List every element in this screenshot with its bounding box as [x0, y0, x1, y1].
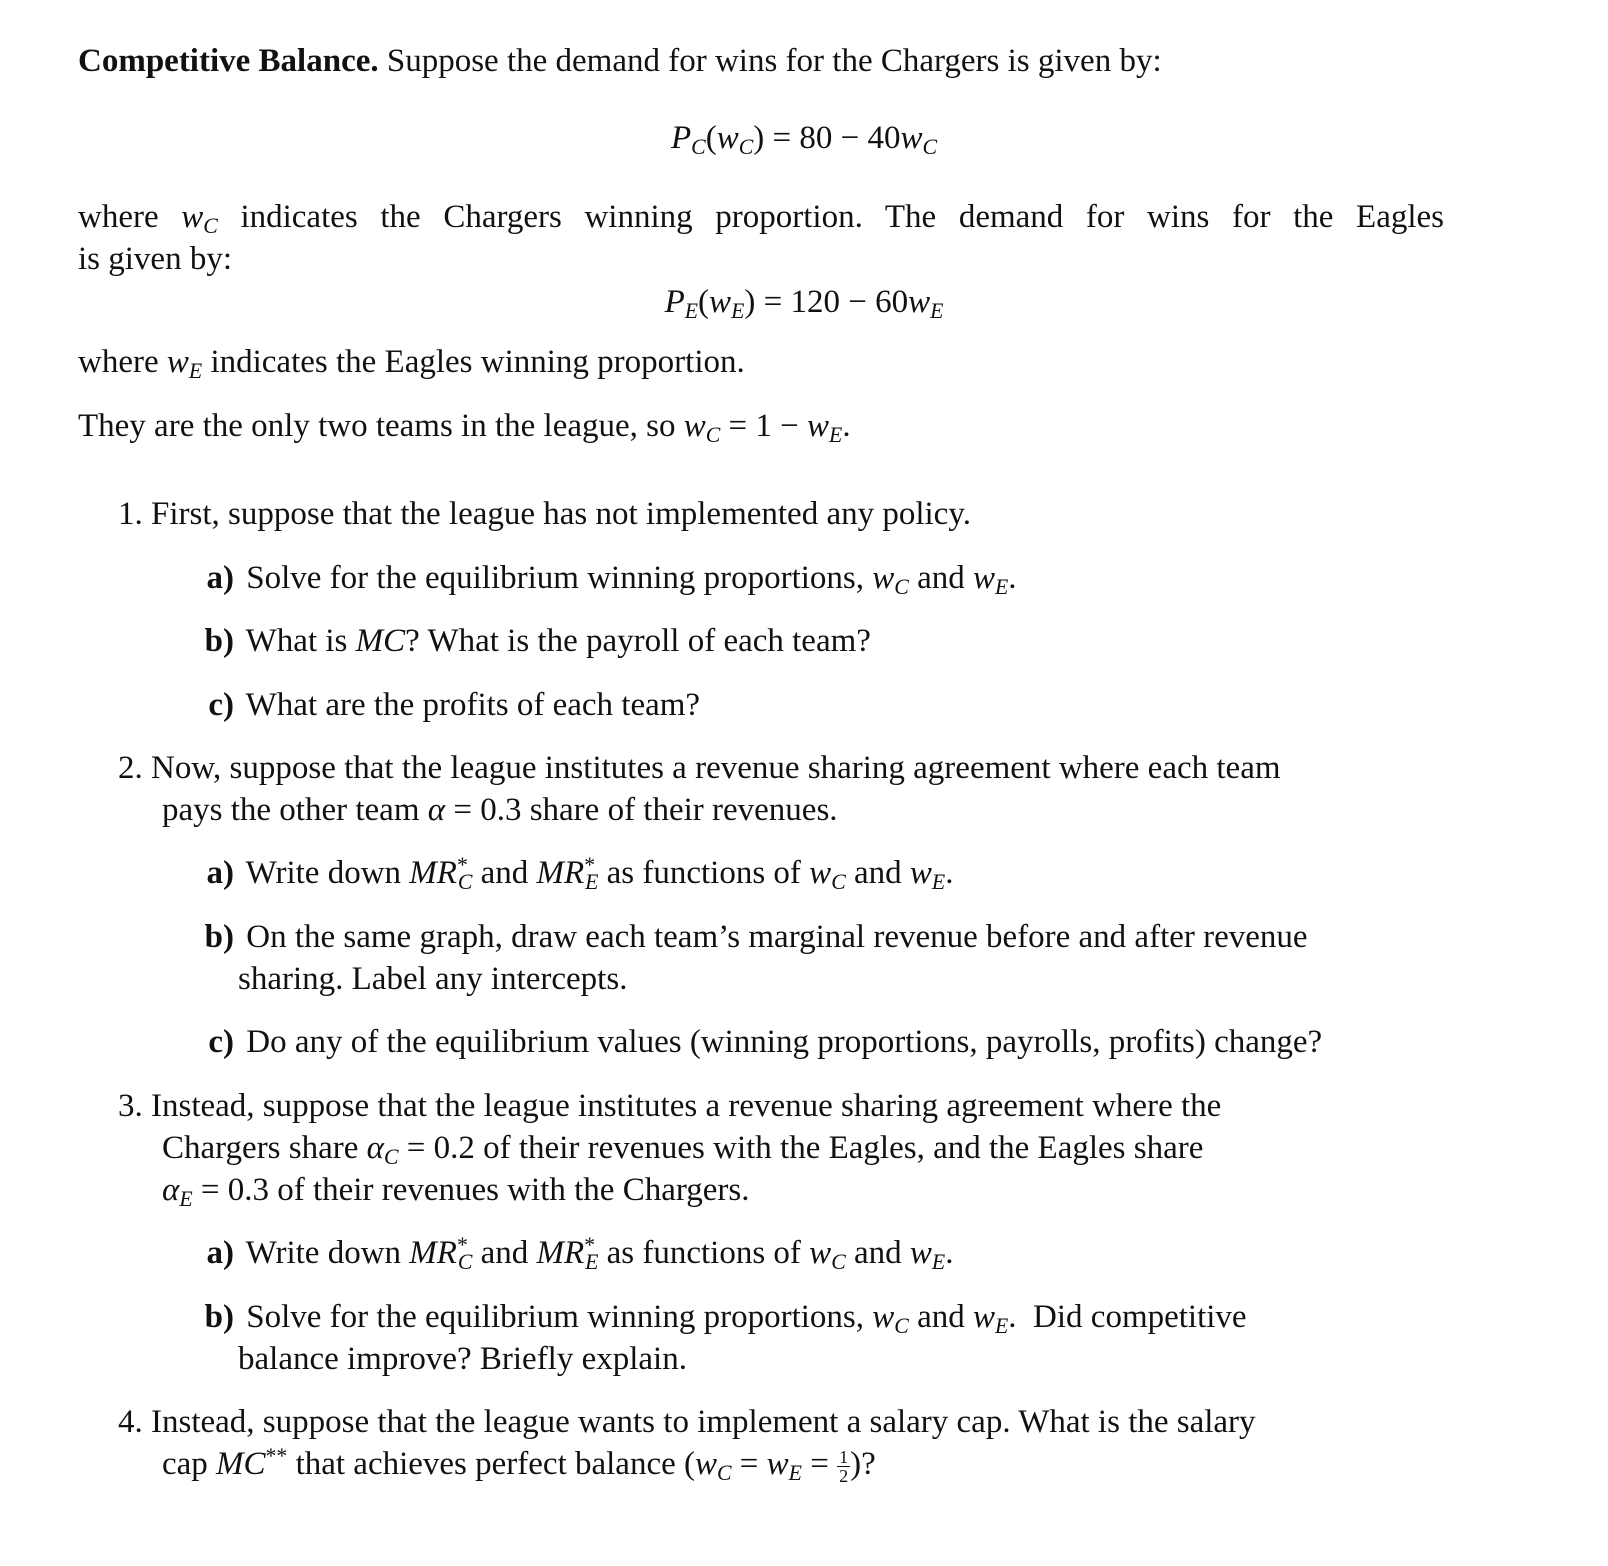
- question-text: pays the other team: [162, 792, 420, 828]
- question-text: Instead, suppose that the league wants to implement a salary cap. What is the salary: [151, 1404, 1256, 1440]
- text: indicates the Eagles winning proportion.: [210, 344, 745, 380]
- eq-subscript: E: [684, 299, 699, 324]
- text: and: [853, 855, 902, 891]
- subquestion-text: sharing. Label any intercepts.: [238, 961, 628, 997]
- eq-coefficient: 60: [875, 284, 909, 320]
- eq-subscript: C: [705, 423, 721, 448]
- question-3a: a) Write down $MR^*_C$ and $MR^*_E$ as functions of $w_C$ and $w_E$.: [180, 1232, 953, 1274]
- subquestion-label: a): [206, 855, 234, 891]
- subquestion-label: a): [206, 1235, 234, 1271]
- question-3b-line-2: [238, 1338, 687, 1380]
- eq-subscript: C: [457, 870, 473, 895]
- question-text: Instead, suppose that the league institutes a revenue sharing agreement where the: [151, 1088, 1222, 1124]
- eq-symbol: α: [427, 792, 446, 828]
- question-2-line-2: [162, 789, 838, 831]
- eq-subscript: E: [585, 1250, 599, 1275]
- text: as functions of: [606, 855, 801, 891]
- question-4-line-2: [162, 1443, 876, 1485]
- eq-subscript: E: [188, 359, 203, 384]
- eq-symbol: w: [909, 1235, 932, 1271]
- eq-symbol: w: [694, 1446, 717, 1482]
- subquestion-label: b): [204, 919, 234, 955]
- subquestion-label: b): [204, 623, 234, 659]
- eq-subscript: C: [457, 1250, 473, 1275]
- subquestion-text: Write down: [245, 855, 402, 891]
- text: as functions of: [606, 1235, 801, 1271]
- eq-symbol: MR: [409, 1235, 457, 1271]
- question-number: 2.: [118, 750, 143, 786]
- eq-symbol: w: [909, 855, 932, 891]
- text: and: [480, 855, 529, 891]
- subquestion-text: balance improve? Briefly explain.: [238, 1341, 687, 1377]
- text: =: [810, 1446, 829, 1482]
- one-half-fraction: [837, 1448, 850, 1485]
- text: and: [853, 1235, 902, 1271]
- eq-subscript: C: [383, 1145, 399, 1170]
- eq-symbol: w: [908, 284, 931, 320]
- text: =: [739, 1446, 759, 1482]
- subquestion-text: On the same graph, draw each team’s marginal revenue before and after revenue: [246, 919, 1308, 955]
- subquestion-text: ? What is the payroll of each team?: [405, 623, 871, 659]
- eq-symbol: α: [162, 1172, 180, 1208]
- intro-line: [78, 40, 1162, 82]
- eq-subscript: E: [995, 575, 1009, 600]
- text: and: [917, 560, 965, 596]
- fraction-denominator: 2: [839, 1465, 849, 1486]
- eq-subscript: C: [831, 1250, 846, 1275]
- eq-symbol: w: [972, 560, 995, 596]
- eq-subscript: C: [738, 135, 754, 160]
- text: where: [78, 199, 159, 235]
- eq-coefficient: 40: [867, 120, 901, 156]
- subquestion-text: Write down: [245, 1235, 402, 1271]
- section-title: Competitive Balance.: [78, 43, 379, 79]
- eq-symbol: MC: [216, 1446, 266, 1482]
- intro-paragraph-4: [78, 405, 851, 447]
- eq-subscript: C: [894, 575, 909, 600]
- eq-superscript: **: [265, 1444, 288, 1469]
- subquestion-text: Do any of the equilibrium values (winning proportions, payrolls, profits) change?: [246, 1024, 1323, 1060]
- eq-symbol: w: [807, 408, 830, 444]
- intro-paragraph-2-line-1: [78, 196, 1444, 238]
- question-text: = 0.3 share of their revenues.: [453, 792, 838, 828]
- question-2b-line-1: [180, 916, 1308, 958]
- eq-symbol: P: [670, 120, 692, 156]
- question-text: )?: [850, 1446, 876, 1482]
- question-number: 4.: [118, 1404, 143, 1440]
- eq-subscript: E: [995, 1314, 1009, 1339]
- subquestion-text: What are the profits of each team?: [245, 687, 701, 723]
- eq-subscript: C: [691, 135, 706, 160]
- eq-symbol: w: [716, 120, 739, 156]
- eq-symbol: w: [683, 408, 706, 444]
- chargers-demand-equation: $P_C(w_C) = 80 - 40w_C$: [670, 120, 938, 160]
- subquestion-text: Solve for the equilibrium winning proportions,: [246, 1299, 865, 1335]
- eq-subscript: C: [922, 135, 938, 160]
- eq-symbol: w: [181, 199, 204, 235]
- eq-subscript: C: [717, 1461, 732, 1486]
- eagles-demand-equation: $P_E(w_E) = 120 - 60w_E$: [664, 284, 944, 324]
- question-3b-line-1: [180, 1296, 1247, 1338]
- question-1a: [180, 557, 1017, 599]
- question-text: First, suppose that the league has not implemented any policy.: [151, 496, 971, 532]
- eq-constant: 120: [790, 284, 840, 320]
- text: =: [406, 1130, 426, 1166]
- question-text: Chargers share: [162, 1130, 359, 1166]
- question-number: 1.: [118, 496, 143, 532]
- intro-paragraph-2-line-2: [78, 238, 232, 280]
- subquestion-label: c): [208, 1024, 234, 1060]
- eq-subscript: E: [931, 1250, 946, 1275]
- eq-symbol: w: [809, 855, 832, 891]
- eq-symbol: w: [766, 1446, 789, 1482]
- text: where: [78, 344, 159, 380]
- question-1b: [180, 620, 871, 662]
- question-2c: [180, 1021, 1322, 1063]
- subquestion-text: . Did competitive: [1008, 1299, 1247, 1335]
- question-3-line-1: [118, 1085, 1221, 1127]
- question-text: Now, suppose that the league institutes a revenue sharing agreement where each team: [151, 750, 1281, 786]
- fraction-numerator: 1: [839, 1446, 849, 1467]
- question-text: = 0.3 of their revenues with the Chargers.: [200, 1172, 750, 1208]
- eq-symbol: α: [366, 1130, 384, 1166]
- text: .: [842, 408, 851, 444]
- eq-symbol: MC: [355, 623, 406, 659]
- eq-subscript: E: [930, 299, 944, 324]
- eq-symbol: w: [872, 560, 895, 596]
- subquestion-label: c): [208, 687, 234, 723]
- eq-symbol: MR: [536, 1235, 585, 1271]
- question-1: [118, 493, 971, 535]
- question-number: 3.: [118, 1088, 143, 1124]
- eq-symbol: w: [900, 120, 923, 156]
- subquestion-text: Solve for the equilibrium winning proportions,: [246, 560, 865, 596]
- eq-constant: 80: [799, 120, 833, 156]
- question-2a: a) Write down $MR^*_C$ and $MR^*_E$ as functions of $w_C$ and $w_E$.: [180, 852, 953, 894]
- eq-symbol: w: [166, 344, 189, 380]
- text: .: [945, 855, 954, 891]
- eq-subscript: E: [829, 423, 843, 448]
- question-2b-line-2: [238, 958, 627, 1000]
- eq-subscript: E: [179, 1187, 193, 1212]
- eq-subscript: C: [894, 1314, 909, 1339]
- eq-symbol: w: [972, 1299, 995, 1335]
- eq-symbol: P: [664, 284, 685, 320]
- question-text: that achieves perfect balance (: [295, 1446, 695, 1482]
- eq-symbol: w: [709, 284, 732, 320]
- subquestion-label: b): [204, 1299, 234, 1335]
- eq-subscript: C: [203, 214, 218, 239]
- text: is given by:: [78, 241, 232, 277]
- eq-subscript: E: [931, 870, 946, 895]
- question-text: cap: [162, 1446, 208, 1482]
- intro-paragraph-3: [78, 341, 745, 383]
- eq-symbol: MR: [536, 855, 585, 891]
- eq-subscript: E: [585, 870, 599, 895]
- eq-subscript: C: [831, 870, 846, 895]
- question-3-line-2: [162, 1127, 1203, 1169]
- question-2-line-1: [118, 747, 1281, 789]
- text: They are the only two teams in the league, so: [78, 408, 676, 444]
- question-1c: [180, 684, 700, 726]
- subquestion-label: a): [206, 560, 234, 596]
- text: indicates the Chargers winning proportion. The demand for wins for the Eagles: [240, 199, 1445, 235]
- subquestion-text: What is: [245, 623, 348, 659]
- eq-symbol: w: [809, 1235, 832, 1271]
- eq-symbol: MR: [409, 855, 457, 891]
- intro-lead-text: Suppose the demand for wins for the Chargers is given by:: [386, 43, 1162, 79]
- text: and: [917, 1299, 965, 1335]
- eq-symbol: w: [872, 1299, 895, 1335]
- question-3-line-3: [162, 1169, 749, 1211]
- eq-subscript: E: [731, 299, 745, 324]
- text: .: [1008, 560, 1017, 596]
- question-4-line-1: [118, 1401, 1256, 1443]
- eq-subscript: E: [788, 1461, 802, 1486]
- text: = 1 −: [728, 408, 799, 444]
- text: and: [480, 1235, 529, 1271]
- question-text: 0.2 of their revenues with the Eagles, and the Eagles share: [433, 1130, 1204, 1166]
- text: .: [945, 1235, 954, 1271]
